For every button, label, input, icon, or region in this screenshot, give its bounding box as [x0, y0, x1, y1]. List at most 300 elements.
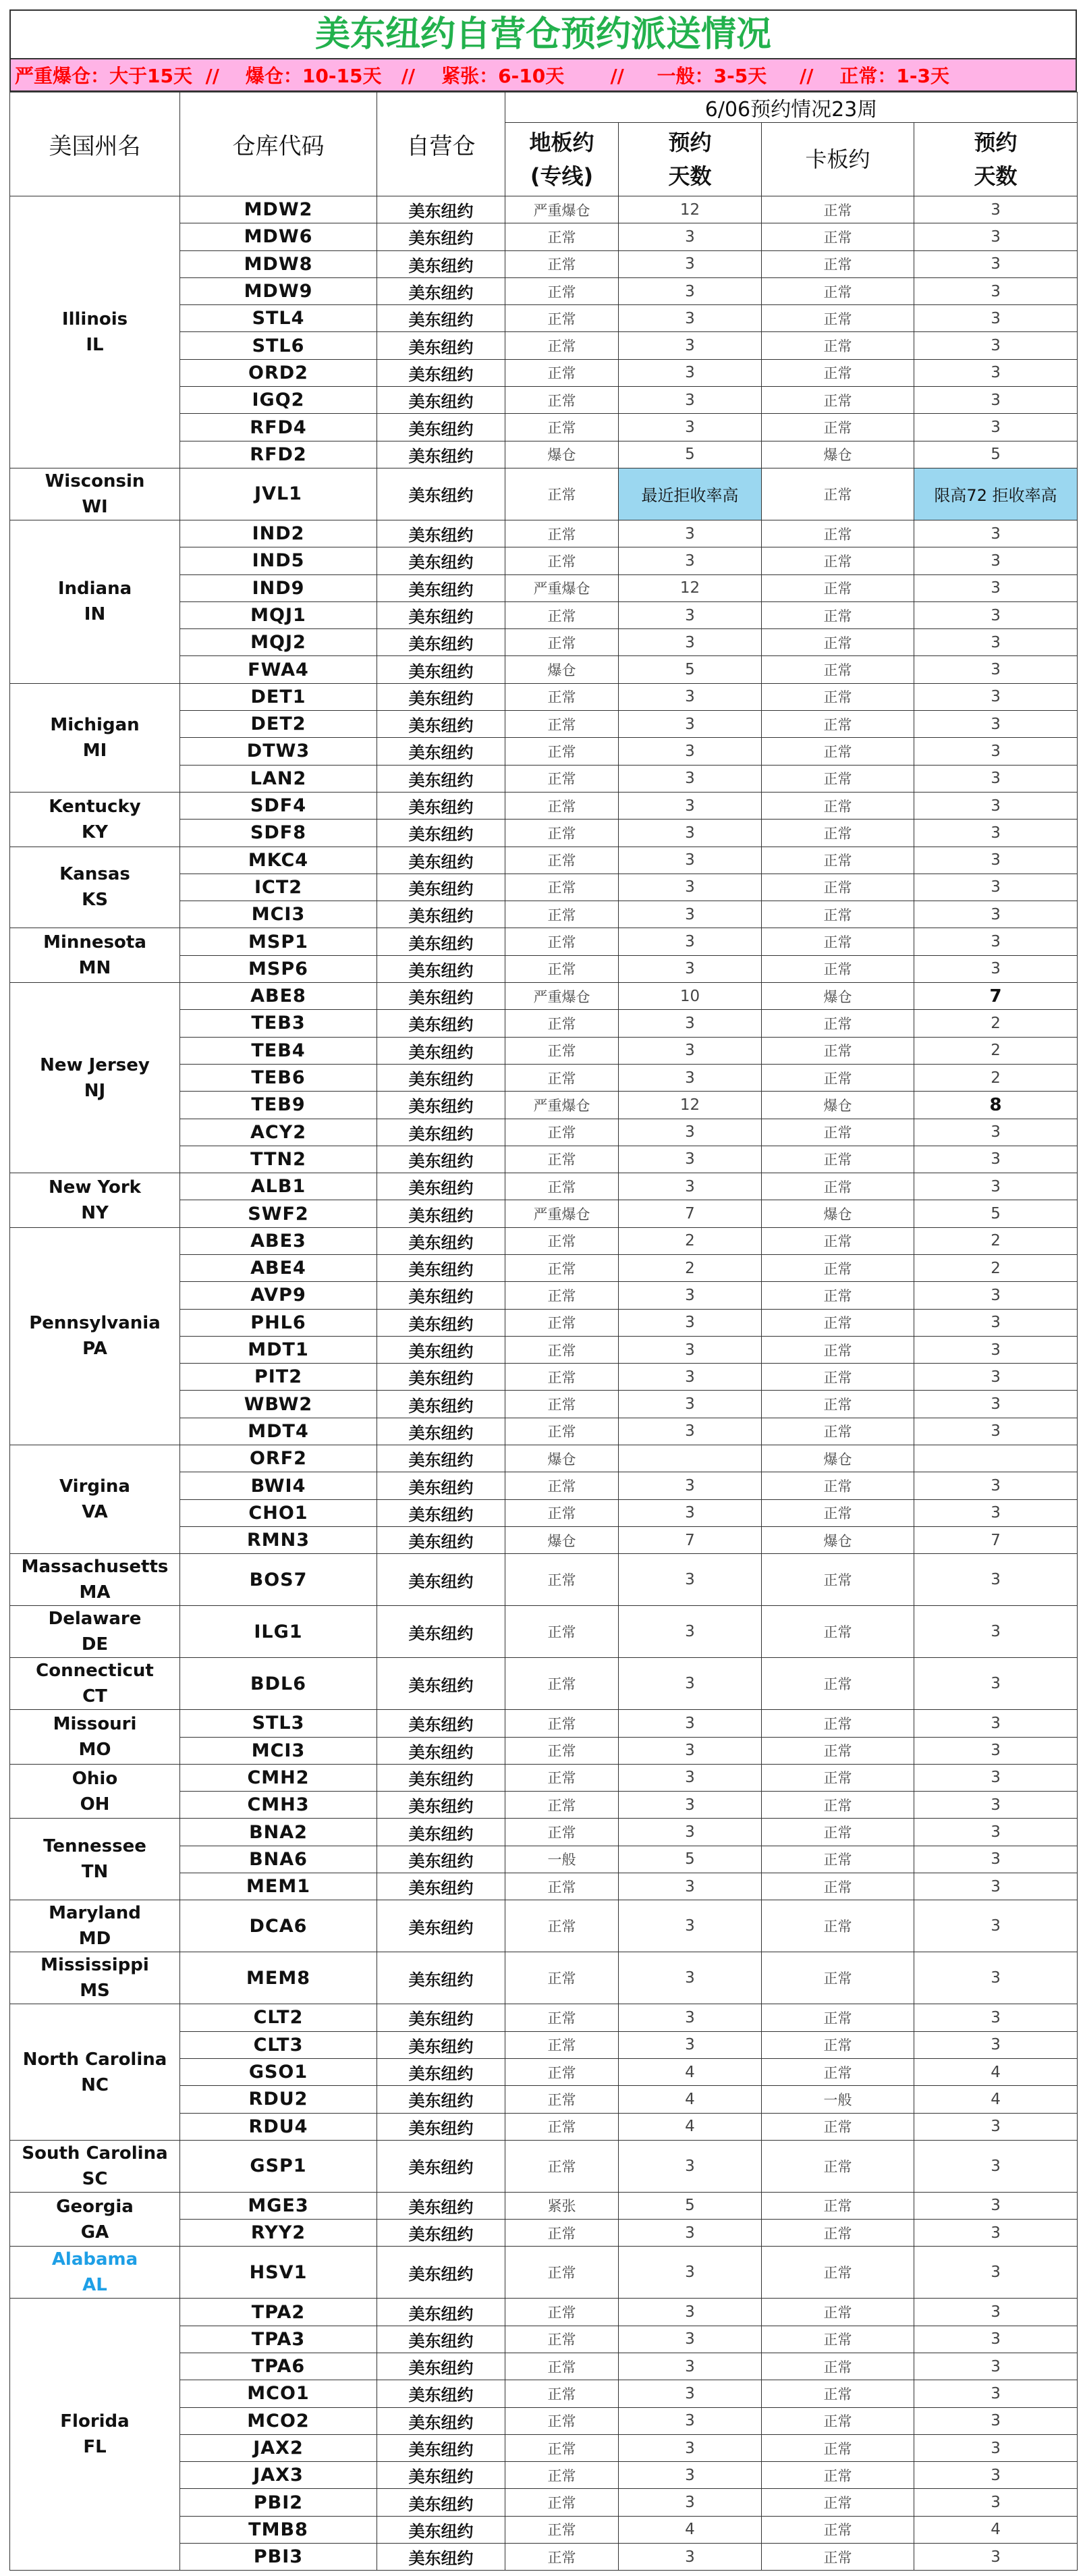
floor-status: 正常	[505, 820, 619, 847]
card-status: 正常	[762, 223, 914, 250]
own-warehouse: 美东纽约	[377, 1819, 505, 1846]
card-days: 4	[914, 2516, 1078, 2543]
warehouse-code: STL6	[180, 332, 377, 359]
table-row	[10, 792, 1078, 819]
floor-days: 3	[619, 414, 762, 441]
state-cell	[10, 1764, 180, 1819]
floor-days: 3	[619, 1309, 762, 1336]
warehouse-code: DET2	[180, 711, 377, 738]
card-status: 正常	[762, 2544, 914, 2571]
own-warehouse: 美东纽约	[377, 574, 505, 601]
card-days: 3	[914, 2489, 1078, 2516]
state-name: Tennessee	[43, 1836, 146, 1857]
table-row	[10, 196, 1078, 223]
floor-days: 2	[619, 1227, 762, 1254]
own-warehouse: 美东纽约	[377, 2489, 505, 2516]
state-abbr: VA	[82, 1502, 108, 1523]
floor-days: 3	[619, 1146, 762, 1173]
floor-days: 3	[619, 955, 762, 982]
card-status: 正常	[762, 1554, 914, 1606]
card-days: 3	[914, 196, 1078, 223]
warehouse-code: PBI2	[180, 2489, 377, 2516]
own-warehouse: 美东纽约	[377, 1526, 505, 1553]
card-status: 正常	[762, 2140, 914, 2192]
card-status: 正常	[762, 1819, 914, 1846]
card-status: 正常	[762, 1309, 914, 1336]
floor-days: 3	[619, 2462, 762, 2489]
warehouse-code: ORD2	[180, 359, 377, 386]
card-status: 一般	[762, 2086, 914, 2113]
floor-days: 3	[619, 2544, 762, 2571]
state-abbr: MD	[78, 1929, 111, 1950]
own-warehouse: 美东纽约	[377, 2192, 505, 2219]
state-abbr: KS	[82, 890, 108, 911]
table-row	[10, 1658, 1078, 1710]
card-status: 正常	[762, 2058, 914, 2085]
card-days: 3	[914, 1873, 1078, 1900]
card-status: 正常	[762, 2031, 914, 2058]
own-warehouse: 美东纽约	[377, 468, 505, 520]
floor-days: 3	[619, 2140, 762, 2192]
card-days: 8	[914, 1092, 1078, 1119]
table-row	[10, 983, 1078, 1010]
own-warehouse: 美东纽约	[377, 656, 505, 683]
header-floor: 地板约 (专线)	[505, 123, 619, 196]
card-days: 3	[914, 1554, 1078, 1606]
warehouse-code: MDW8	[180, 250, 377, 277]
floor-days: 3	[619, 1764, 762, 1791]
card-days: 3	[914, 765, 1078, 792]
own-warehouse: 美东纽约	[377, 901, 505, 928]
floor-status: 正常	[505, 2247, 619, 2299]
card-status: 正常	[762, 250, 914, 277]
card-status: 正常	[762, 1391, 914, 1418]
warehouse-code: CHO1	[180, 1499, 377, 1526]
floor-status: 正常	[505, 1064, 619, 1091]
floor-days: 4	[619, 2113, 762, 2140]
card-status: 正常	[762, 1792, 914, 1819]
table-row	[10, 847, 1078, 874]
card-status: 正常	[762, 332, 914, 359]
card-days: 3	[914, 1472, 1078, 1499]
warehouse-code: JAX3	[180, 2462, 377, 2489]
card-days: 7	[914, 983, 1078, 1010]
warehouse-code: JVL1	[180, 468, 377, 520]
card-days: 3	[914, 738, 1078, 765]
floor-days: 4	[619, 2058, 762, 2085]
warehouse-code: MDW9	[180, 277, 377, 304]
state-name: Connecticut	[36, 1661, 154, 1682]
card-days: 3	[914, 928, 1078, 955]
floor-status: 紧张	[505, 2192, 619, 2219]
state-name: Alabama	[51, 2249, 138, 2270]
card-status: 正常	[762, 820, 914, 847]
own-warehouse: 美东纽约	[377, 1146, 505, 1173]
card-days: 3	[914, 2462, 1078, 2489]
table-row	[10, 1554, 1078, 1606]
warehouse-code: CMH3	[180, 1792, 377, 1819]
card-status: 正常	[762, 2489, 914, 2516]
own-warehouse: 美东纽约	[377, 387, 505, 414]
floor-days: 3	[619, 738, 762, 765]
card-days: 3	[914, 1764, 1078, 1791]
own-warehouse: 美东纽约	[377, 196, 505, 223]
floor-days: 3	[619, 1418, 762, 1445]
own-warehouse: 美东纽约	[377, 820, 505, 847]
state-name: New Jersey	[40, 1054, 150, 1075]
warehouse-code: MCO2	[180, 2407, 377, 2434]
state-cell	[10, 1606, 180, 1658]
floor-status: 正常	[505, 2462, 619, 2489]
floor-status: 正常	[505, 332, 619, 359]
own-warehouse: 美东纽约	[377, 1010, 505, 1037]
card-status: 爆仓	[762, 1092, 914, 1119]
floor-days: 3	[619, 874, 762, 901]
card-status: 正常	[762, 1900, 914, 1952]
state-abbr: DE	[81, 1634, 109, 1655]
card-status: 爆仓	[762, 1200, 914, 1227]
warehouse-code: SDF8	[180, 820, 377, 847]
floor-status: 正常	[505, 1037, 619, 1064]
state-abbr: TN	[81, 1862, 109, 1883]
state-cell	[10, 847, 180, 928]
own-warehouse: 美东纽约	[377, 1606, 505, 1658]
state-cell	[10, 2140, 180, 2192]
floor-days: 3	[619, 547, 762, 574]
card-status: 正常	[762, 468, 914, 520]
card-status: 正常	[762, 520, 914, 547]
own-warehouse: 美东纽约	[377, 2113, 505, 2140]
floor-days: 3	[619, 1606, 762, 1658]
floor-days: 3	[619, 1554, 762, 1606]
state-name: South Carolina	[22, 2143, 168, 2164]
card-status: 正常	[762, 2462, 914, 2489]
card-days: 3	[914, 1499, 1078, 1526]
floor-status: 正常	[505, 1764, 619, 1791]
warehouse-code: TTN2	[180, 1146, 377, 1173]
floor-days: 3	[619, 2353, 762, 2380]
floor-days: 4	[619, 2086, 762, 2113]
card-status: 正常	[762, 1064, 914, 1091]
warehouse-code: FWA4	[180, 656, 377, 683]
warehouse-code: CLT2	[180, 2004, 377, 2031]
floor-status: 爆仓	[505, 656, 619, 683]
card-status: 正常	[762, 1710, 914, 1737]
own-warehouse: 美东纽约	[377, 683, 505, 710]
warehouse-code: PHL6	[180, 1309, 377, 1336]
floor-status: 正常	[505, 738, 619, 765]
state-cell	[10, 1710, 180, 1765]
state-name: Florida	[60, 2411, 130, 2432]
own-warehouse: 美东纽约	[377, 2462, 505, 2489]
floor-days: 5	[619, 656, 762, 683]
status-legend: 严重爆仓：大于15天 // 爆仓：10-15天 // 紧张：6-10天 // 一般：3-5天 // 正常：1-3天	[9, 58, 1077, 92]
floor-days: 3	[619, 1336, 762, 1363]
table-row	[10, 2004, 1078, 2031]
warehouse-code: TEB6	[180, 1064, 377, 1091]
own-warehouse: 美东纽约	[377, 1499, 505, 1526]
warehouse-code: CLT3	[180, 2031, 377, 2058]
state-abbr: MN	[78, 958, 111, 979]
warehouse-code: MDT1	[180, 1336, 377, 1363]
card-status: 正常	[762, 901, 914, 928]
card-days: 3	[914, 277, 1078, 304]
floor-status: 正常	[505, 1873, 619, 1900]
card-status: 正常	[762, 1119, 914, 1146]
card-days: 3	[914, 414, 1078, 441]
state-name: North Carolina	[22, 2049, 167, 2070]
card-days: 3	[914, 1173, 1078, 1200]
floor-status: 正常	[505, 2353, 619, 2380]
card-status: 正常	[762, 683, 914, 710]
card-days: 5	[914, 441, 1078, 468]
card-days: 3	[914, 656, 1078, 683]
state-abbr: PA	[82, 1339, 107, 1360]
own-warehouse: 美东纽约	[377, 1282, 505, 1309]
card-status: 正常	[762, 629, 914, 656]
card-status: 正常	[762, 1146, 914, 1173]
own-warehouse: 美东纽约	[377, 1710, 505, 1737]
table-row	[10, 2140, 1078, 2192]
own-warehouse: 美东纽约	[377, 2544, 505, 2571]
warehouse-code: TPA2	[180, 2299, 377, 2326]
card-status: 正常	[762, 1658, 914, 1710]
floor-days: 2	[619, 1254, 762, 1281]
floor-status: 正常	[505, 1146, 619, 1173]
floor-status: 正常	[505, 1952, 619, 2004]
card-days: 3	[914, 683, 1078, 710]
floor-days: 3	[619, 1010, 762, 1037]
own-warehouse: 美东纽约	[377, 847, 505, 874]
floor-status: 正常	[505, 792, 619, 819]
floor-days: 3	[619, 2407, 762, 2434]
state-cell	[10, 1819, 180, 1900]
table-row	[10, 683, 1078, 710]
own-warehouse: 美东纽约	[377, 441, 505, 468]
state-name: Michigan	[50, 714, 140, 735]
state-abbr: AL	[82, 2275, 107, 2296]
card-days: 3	[914, 2247, 1078, 2299]
card-days: 3	[914, 1710, 1078, 1737]
warehouse-code: ILG1	[180, 1606, 377, 1658]
floor-status: 正常	[505, 1010, 619, 1037]
card-days: 3	[914, 2407, 1078, 2434]
own-warehouse: 美东纽约	[377, 223, 505, 250]
warehouse-code: ABE8	[180, 983, 377, 1010]
own-warehouse: 美东纽约	[377, 414, 505, 441]
own-warehouse: 美东纽约	[377, 874, 505, 901]
state-abbr: MO	[78, 1740, 111, 1761]
state-abbr: FL	[83, 2437, 107, 2458]
table-row	[10, 2247, 1078, 2299]
own-warehouse: 美东纽约	[377, 520, 505, 547]
own-warehouse: 美东纽约	[377, 2004, 505, 2031]
card-days: 3	[914, 1658, 1078, 1710]
card-days: 3	[914, 1336, 1078, 1363]
state-abbr: NC	[81, 2074, 109, 2095]
warehouse-code: TPA6	[180, 2353, 377, 2380]
table-row	[10, 1606, 1078, 1658]
warehouse-code: AVP9	[180, 1282, 377, 1309]
own-warehouse: 美东纽约	[377, 359, 505, 386]
warehouse-code: TPA3	[180, 2326, 377, 2353]
floor-days: 3	[619, 520, 762, 547]
floor-status: 正常	[505, 601, 619, 628]
own-warehouse: 美东纽约	[377, 1418, 505, 1445]
warehouse-code: MCI3	[180, 1737, 377, 1764]
floor-status: 正常	[505, 1554, 619, 1606]
card-days: 3	[914, 1309, 1078, 1336]
card-days: 3	[914, 2140, 1078, 2192]
table-row	[10, 928, 1078, 955]
floor-status: 正常	[505, 2544, 619, 2571]
warehouse-code: MEM8	[180, 1952, 377, 2004]
warehouse-code: TEB4	[180, 1037, 377, 1064]
state-abbr: IN	[84, 604, 106, 625]
own-warehouse: 美东纽约	[377, 1445, 505, 1472]
card-status: 正常	[762, 1499, 914, 1526]
warehouse-code: DCA6	[180, 1900, 377, 1952]
floor-status: 正常	[505, 1254, 619, 1281]
card-status: 正常	[762, 2380, 914, 2407]
warehouse-code: ORF2	[180, 1445, 377, 1472]
floor-status: 正常	[505, 277, 619, 304]
card-days: 3	[914, 1364, 1078, 1391]
state-cell	[10, 792, 180, 847]
own-warehouse: 美东纽约	[377, 2434, 505, 2461]
card-status: 正常	[762, 601, 914, 628]
floor-status: 正常	[505, 1418, 619, 1445]
own-warehouse: 美东纽约	[377, 2516, 505, 2543]
floor-days	[619, 1445, 762, 1472]
state-abbr: CT	[82, 1686, 107, 1707]
own-warehouse: 美东纽约	[377, 955, 505, 982]
card-status: 正常	[762, 547, 914, 574]
card-status: 正常	[762, 1282, 914, 1309]
floor-days: 3	[619, 901, 762, 928]
own-warehouse: 美东纽约	[377, 1900, 505, 1952]
floor-status: 正常	[505, 901, 619, 928]
floor-days: 3	[619, 2247, 762, 2299]
card-status: 正常	[762, 1173, 914, 1200]
warehouse-code: MSP6	[180, 955, 377, 982]
own-warehouse: 美东纽约	[377, 1554, 505, 1606]
card-days: 3	[914, 901, 1078, 928]
card-status: 正常	[762, 1873, 914, 1900]
table-row	[10, 1900, 1078, 1952]
header-own: 自营仓	[377, 92, 505, 196]
floor-status: 正常	[505, 1819, 619, 1846]
warehouse-code: ABE4	[180, 1254, 377, 1281]
card-status: 正常	[762, 1418, 914, 1445]
floor-status: 爆仓	[505, 441, 619, 468]
own-warehouse: 美东纽约	[377, 2058, 505, 2085]
floor-days: 3	[619, 1472, 762, 1499]
card-status: 正常	[762, 765, 914, 792]
warehouse-code: TEB9	[180, 1092, 377, 1119]
floor-status: 爆仓	[505, 1526, 619, 1553]
floor-days: 3	[619, 1119, 762, 1146]
state-name: Ohio	[72, 1768, 118, 1789]
state-cell	[10, 1952, 180, 2004]
warehouse-code: STL4	[180, 305, 377, 332]
state-cell	[10, 1445, 180, 1554]
own-warehouse: 美东纽约	[377, 1254, 505, 1281]
floor-days: 3	[619, 1952, 762, 2004]
state-cell	[10, 928, 180, 983]
card-days: 7	[914, 1526, 1078, 1553]
card-days: 2	[914, 1037, 1078, 1064]
card-days: 2	[914, 1010, 1078, 1037]
card-days: 3	[914, 2544, 1078, 2571]
card-days: 3	[914, 601, 1078, 628]
own-warehouse: 美东纽约	[377, 1472, 505, 1499]
card-days: 3	[914, 2434, 1078, 2461]
card-status: 正常	[762, 2407, 914, 2434]
card-status: 正常	[762, 2247, 914, 2299]
own-warehouse: 美东纽约	[377, 792, 505, 819]
floor-days: 3	[619, 1737, 762, 1764]
card-status: 正常	[762, 1846, 914, 1873]
floor-status: 正常	[505, 1336, 619, 1363]
own-warehouse: 美东纽约	[377, 305, 505, 332]
card-days: 3	[914, 387, 1078, 414]
state-abbr: MA	[79, 1582, 111, 1603]
card-days: 3	[914, 520, 1078, 547]
card-status: 正常	[762, 414, 914, 441]
floor-status: 正常	[505, 2434, 619, 2461]
state-cell	[10, 2247, 180, 2299]
floor-days: 3	[619, 1792, 762, 1819]
state-cell	[10, 1554, 180, 1606]
card-days: 3	[914, 629, 1078, 656]
warehouse-code: IND2	[180, 520, 377, 547]
warehouse-code: ALB1	[180, 1173, 377, 1200]
card-status: 正常	[762, 955, 914, 982]
floor-status: 正常	[505, 2516, 619, 2543]
header-floor-days: 预约 天数	[619, 123, 762, 196]
floor-days: 3	[619, 305, 762, 332]
table-row	[10, 2299, 1078, 2326]
card-status: 正常	[762, 1336, 914, 1363]
card-status: 正常	[762, 1037, 914, 1064]
floor-days: 12	[619, 196, 762, 223]
state-cell	[10, 2192, 180, 2247]
floor-status: 正常	[505, 2086, 619, 2113]
floor-status: 正常	[505, 2326, 619, 2353]
card-days: 5	[914, 1200, 1078, 1227]
own-warehouse: 美东纽约	[377, 738, 505, 765]
warehouse-code: TEB3	[180, 1010, 377, 1037]
card-status: 正常	[762, 196, 914, 223]
warehouse-code: BNA2	[180, 1819, 377, 1846]
floor-status: 正常	[505, 1472, 619, 1499]
card-days: 3	[914, 547, 1078, 574]
floor-days: 3	[619, 250, 762, 277]
table-row	[10, 468, 1078, 520]
card-days: 3	[914, 2113, 1078, 2140]
floor-days: 12	[619, 1092, 762, 1119]
floor-days: 3	[619, 1900, 762, 1952]
state-abbr: SC	[82, 2168, 108, 2189]
state-name: Delaware	[48, 1609, 142, 1630]
card-days: 3	[914, 792, 1078, 819]
own-warehouse: 美东纽约	[377, 1037, 505, 1064]
own-warehouse: 美东纽约	[377, 1309, 505, 1336]
own-warehouse: 美东纽约	[377, 1064, 505, 1091]
warehouse-code: MDW2	[180, 196, 377, 223]
floor-days: 3	[619, 1499, 762, 1526]
